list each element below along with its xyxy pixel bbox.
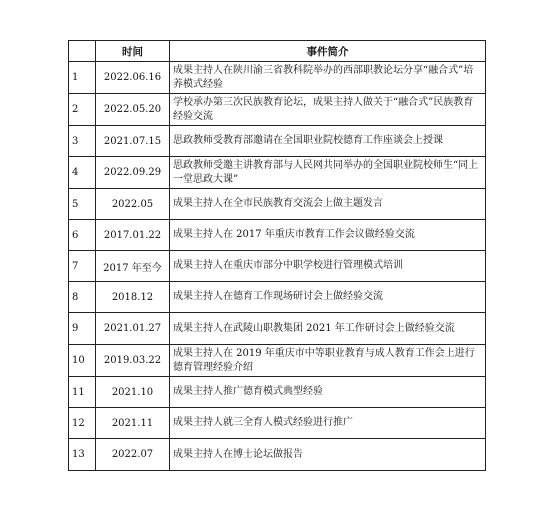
row-index: 11 xyxy=(69,377,96,408)
row-date: 2022.07 xyxy=(96,439,170,471)
row-description: 思政教师受教育部邀请在全国职业院校德育工作座谈会上授课 xyxy=(170,126,486,157)
row-description: 成果主持人在武陵山职教集团 2021 年工作研讨会上做经验交流 xyxy=(170,313,486,345)
table-row xyxy=(69,345,486,377)
table-row xyxy=(69,157,486,189)
row-description: 成果主持人在博士论坛做报告 xyxy=(170,439,486,471)
table-row xyxy=(69,439,486,471)
row-index: 1 xyxy=(69,62,96,94)
row-description: 成果主持人就三全育人模式经验进行推广 xyxy=(170,408,486,439)
table-row xyxy=(69,313,486,345)
row-index: 5 xyxy=(69,189,96,220)
row-date: 2021.01.27 xyxy=(96,313,170,345)
table-row xyxy=(69,251,486,282)
header-index xyxy=(69,41,96,62)
header-row xyxy=(69,41,486,62)
events-table xyxy=(68,40,486,471)
row-index: 10 xyxy=(69,345,96,377)
table-row xyxy=(69,377,486,408)
row-index: 7 xyxy=(69,251,96,282)
row-index: 6 xyxy=(69,220,96,251)
header-time: 时间 xyxy=(96,41,170,62)
table-row xyxy=(69,62,486,94)
table-row xyxy=(69,126,486,157)
row-date: 2022.05 xyxy=(96,189,170,220)
row-date: 2021.10 xyxy=(96,377,170,408)
row-index: 3 xyxy=(69,126,96,157)
row-description: 成果主持人在 2019 年重庆市中等职业教育与成人教育工作会上进行德育管理经验介绍 xyxy=(170,345,486,377)
row-index: 2 xyxy=(69,94,96,126)
row-description: 思政教师受邀主讲教育部与人民网共同举办的全国职业院校师生“同上一堂思政大课” xyxy=(170,157,486,189)
row-description: 成果主持人在全市民族教育交流会上做主题发言 xyxy=(170,189,486,220)
table-row xyxy=(69,94,486,126)
row-description: 成果主持人在德育工作现场研讨会上做经验交流 xyxy=(170,282,486,313)
row-description: 成果主持人在陕川渝三省教科院举办的西部职教论坛分享“融合式”培养模式经验 xyxy=(170,62,486,94)
row-date: 2022.06.16 xyxy=(96,62,170,94)
row-date: 2021.07.15 xyxy=(96,126,170,157)
table-row xyxy=(69,189,486,220)
table-row xyxy=(69,220,486,251)
row-date: 2019.03.22 xyxy=(96,345,170,377)
row-index: 12 xyxy=(69,408,96,439)
row-index: 4 xyxy=(69,157,96,189)
row-description: 学校承办第三次民族教育论坛，成果主持人做关于“融合式”民族教育经验交流 xyxy=(170,94,486,126)
row-date: 2017.01.22 xyxy=(96,220,170,251)
table-row xyxy=(69,408,486,439)
row-description: 成果主持人推广德育模式典型经验 xyxy=(170,377,486,408)
row-date: 2018.12 xyxy=(96,282,170,313)
row-description: 成果主持人在 2017 年重庆市教育工作会议做经验交流 xyxy=(170,220,486,251)
row-index: 8 xyxy=(69,282,96,313)
header-event-summary: 事件简介 xyxy=(170,41,486,62)
table-row xyxy=(69,282,486,313)
row-date: 2021.11 xyxy=(96,408,170,439)
row-index: 13 xyxy=(69,439,96,471)
row-date: 2022.09.29 xyxy=(96,157,170,189)
row-description: 成果主持人在重庆市部分中职学校进行管理模式培训 xyxy=(170,251,486,282)
row-index: 9 xyxy=(69,313,96,345)
row-date: 2017 年至今 xyxy=(96,251,170,282)
row-date: 2022.05.20 xyxy=(96,94,170,126)
